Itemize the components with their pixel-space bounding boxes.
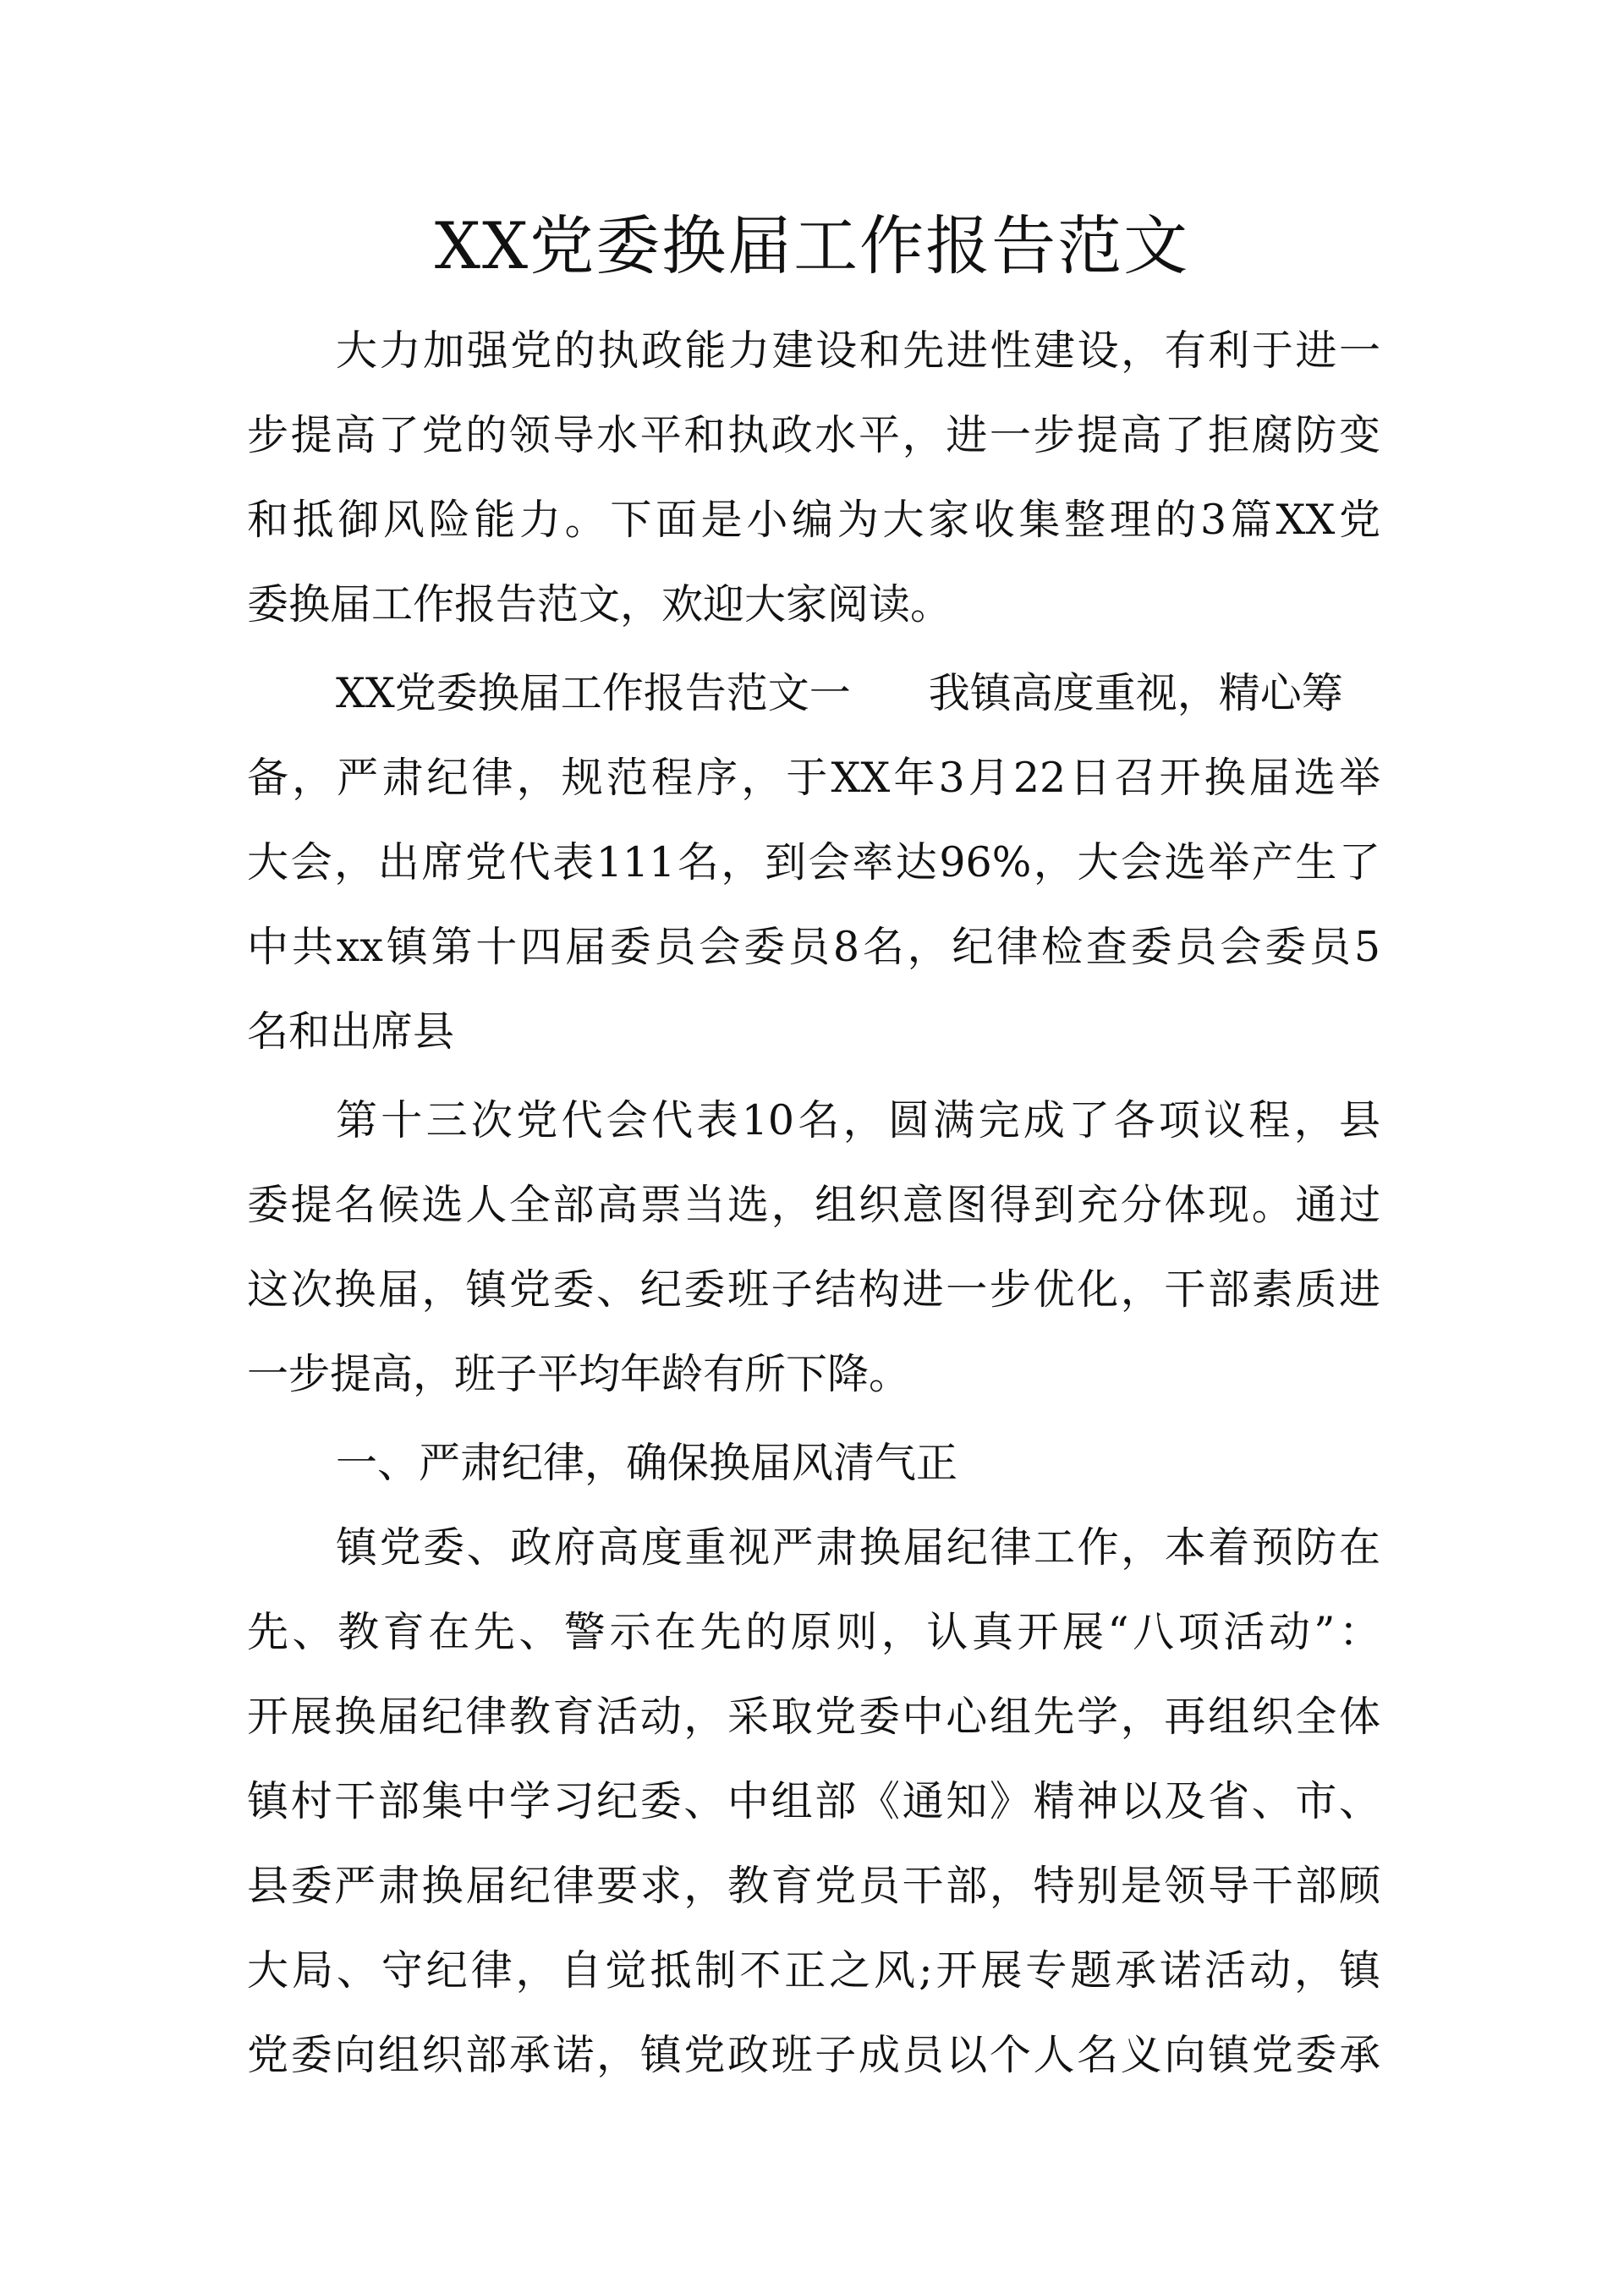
paragraph-line: 县委严肃换届纪律要求，教育党员干部，特别是领导干部顾 (247, 1862, 1380, 1910)
paragraph-line (336, 667, 1380, 721)
paragraph-line: 和抵御风险能力。下面是小编为大家收集整理的3篇XX党 (247, 496, 1380, 544)
paragraph-line: 委换届工作报告范文，欢迎大家阅读。 (247, 580, 952, 628)
paragraph-line: 大会，出席党代表111名，到会率达96%，大会选举产生了 (247, 838, 1380, 886)
paragraph-line: 大力加强党的执政能力建设和先进性建设，有利于进一 (336, 327, 1380, 375)
paragraph-line: 备，严肃纪律，规范程序，于XX年3月22日召开换届选举 (247, 754, 1380, 802)
paragraph-line: 开展换届纪律教育活动，采取党委中心组先学，再组织全体 (247, 1693, 1380, 1741)
section-heading: XX党委换届工作报告范文一 (336, 669, 851, 717)
paragraph-text: 我镇高度重视，精心筹 (928, 669, 1343, 717)
paragraph-line: 先、教育在先、警示在先的原则，认真开展“八项活动”： (247, 1608, 1380, 1656)
paragraph-line: 党委向组织部承诺，镇党政班子成员以个人名义向镇党委承 (247, 2031, 1380, 2079)
paragraph-line: 镇党委、政府高度重视严肃换届纪律工作，本着预防在 (336, 1523, 1380, 1572)
paragraph-line: 步提高了党的领导水平和执政水平，进一步提高了拒腐防变 (247, 411, 1380, 459)
paragraph-line: 中共xx镇第十四届委员会委员8名，纪律检查委员会委员5 (247, 923, 1380, 971)
paragraph-line: 一步提高，班子平均年龄有所下降。 (247, 1350, 911, 1398)
section-heading: 一、严肃纪律，确保换届风清气正 (336, 1439, 958, 1487)
paragraph-line: 大局、守纪律，自觉抵制不正之风;开展专题承诺活动，镇 (247, 1946, 1380, 1995)
paragraph-line: 第十三次党代会代表10名，圆满完成了各项议程，县 (336, 1096, 1380, 1144)
document-title: XX党委换届工作报告范文 (434, 208, 1190, 283)
paragraph-line: 委提名候选人全部高票当选，组织意图得到充分体现。通过 (247, 1181, 1380, 1229)
paragraph-line: 名和出席县 (247, 1007, 455, 1056)
paragraph-line: 这次换届，镇党委、纪委班子结构进一步优化，干部素质进 (247, 1265, 1380, 1314)
paragraph-line: 镇村干部集中学习纪委、中组部《通知》精神以及省、市、 (247, 1777, 1380, 1825)
